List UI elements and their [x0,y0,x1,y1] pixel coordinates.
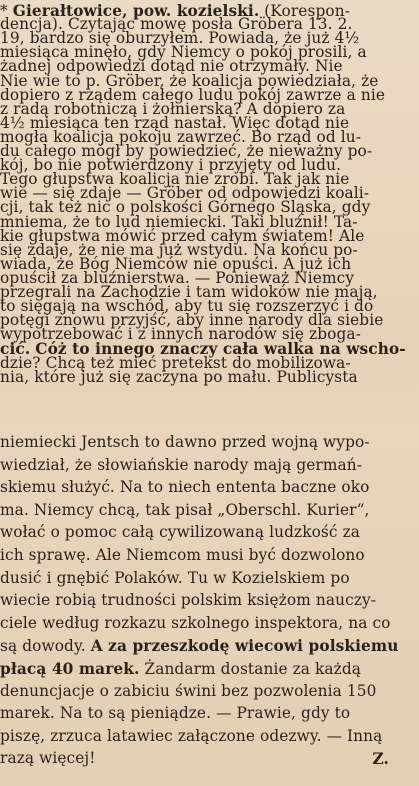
text-line [0,681,415,702]
text: są dowody. [0,637,91,656]
text: opuścił za bluźnierstwa. — Ponieważ Niemcy [0,268,355,287]
text-line [0,545,415,566]
text: cji, tak też nic o polskości Górnego Śląska, gdy [0,198,371,217]
text: kój, bo nie potwierdzony i przyjęty od ludu. [0,156,342,175]
text: wołać o pomoc całą cywilizowaną ludzkość za [0,523,361,542]
text: wiecie robią trudności polskim księżom nauczy- [0,591,377,610]
text: się zdaje, że nie ma już wstydu. Na końcu po- [0,240,358,259]
text: 4½ miesiąca ten rząd nastał. Więc dotąd nie [0,113,350,132]
bold-text: Cóż to innego znaczy cała walka na wscho- [35,339,406,359]
text-line [0,635,415,657]
text: przegrali na Zachodzie i tam widoków nie mają, [0,283,378,301]
text: du całego mógł by powiedzieć, że nieważny po- [0,142,373,160]
text: wie — się zdaje — Gröber od odpowiedzi koali- [0,184,370,203]
text: Żandarm dostanie za każdą [139,660,362,678]
text: niemiecki Jentsch to dawno przed wojną wypo- [0,433,370,451]
text: żadnej odpowiedzi dotąd nie otrzymały. Nie [0,57,343,76]
text: dencja). Czytając mowę posła Gröbera 13. 2. [0,15,353,34]
text: skiemu służyć. Na to niech ententa baczne oko [0,478,370,497]
article-section-top [0,0,419,386]
text: dopiero z rządem całego ludu pokój zawrze a nie [0,85,386,104]
text-line [0,726,415,747]
text: Tego głupstwa koalicja nie zrobi. Tak jak nie [0,170,350,189]
text: mogła koalicja pokoju zawrzeć. Bo rząd od lu- [0,127,362,146]
text: marek. Na to są pieniądze. — Prawie, gdy to [0,704,351,723]
text-line [0,568,415,589]
text-line [0,500,415,521]
text: ciele według rozkazu szkolnego inspektora, na co [0,613,391,632]
text: ich sprawę. Ale Niemcom musi być dozwolono [0,546,365,564]
text: wiedział, że słowiańskie narody mają germań- [0,455,363,474]
text-line [0,590,415,611]
bold-text: Gierałtowice, pow. kozielski. [12,1,260,20]
text: z radą robotniczą i żołnierską? A dopiero za [0,99,346,118]
text: Nie wie to p. Gröber, że koalicja powiedziała, że [0,71,379,90]
text: razą więcej! [0,749,96,768]
text-line [0,658,415,680]
text-line [0,477,415,498]
text: wypotrzebować i z innych narodów się zboga- [0,325,361,344]
text-line [0,522,415,543]
text: * [0,2,13,20]
text: ma. Niemcy chcą, tak pisał „Oberschl. Kurier“, [0,500,370,519]
bold-text: cić. [0,339,31,359]
text: mniema, że to lud niemiecki. Taki bluźnił! Ta- [0,212,358,231]
text-line [0,455,415,476]
article-section-bottom [0,432,419,786]
text: dzie? Chcą też mieć pretekst do mobilizowa- [0,353,351,372]
text: potęgi znowu przyjść, aby inne narody dla siebie [0,311,384,330]
text-line [0,703,415,724]
text: kie głupstwa mówić przed całym światem! Ale [0,226,365,245]
signature: Z. [372,749,389,769]
text: dusić i gnębić Polaków. Tu w Kozielskiem po [0,568,350,587]
text-line [0,432,415,453]
text: piszę, zrzuca latawiec załączone odezwy. — Inną [0,726,383,745]
text: nia, które już się zaczyna po mału. Publicysta [0,367,358,386]
text: wiada, że Bóg Niemców nie opuści. A już ich [0,254,352,273]
text: to sięgają na wschód, aby tu się rozszerzyć i do [0,297,374,316]
bold-text: płacą 40 marek. [0,659,140,678]
text-line [0,367,415,388]
text-line [0,613,415,634]
text: denuncjacje o zabiciu świni bez pozwolenia 150 [0,681,377,700]
text-line [0,748,415,769]
text: miesiąca minęło, gdy Niemcy o pokój prosili, a [0,43,367,62]
text: 19, bardzo się oburzyłem. Powiada, że już 4½ [0,29,360,48]
bold-text: A za przeszkodę wiecowi polskiemu [90,636,399,656]
text: (Korespon- [259,2,351,20]
